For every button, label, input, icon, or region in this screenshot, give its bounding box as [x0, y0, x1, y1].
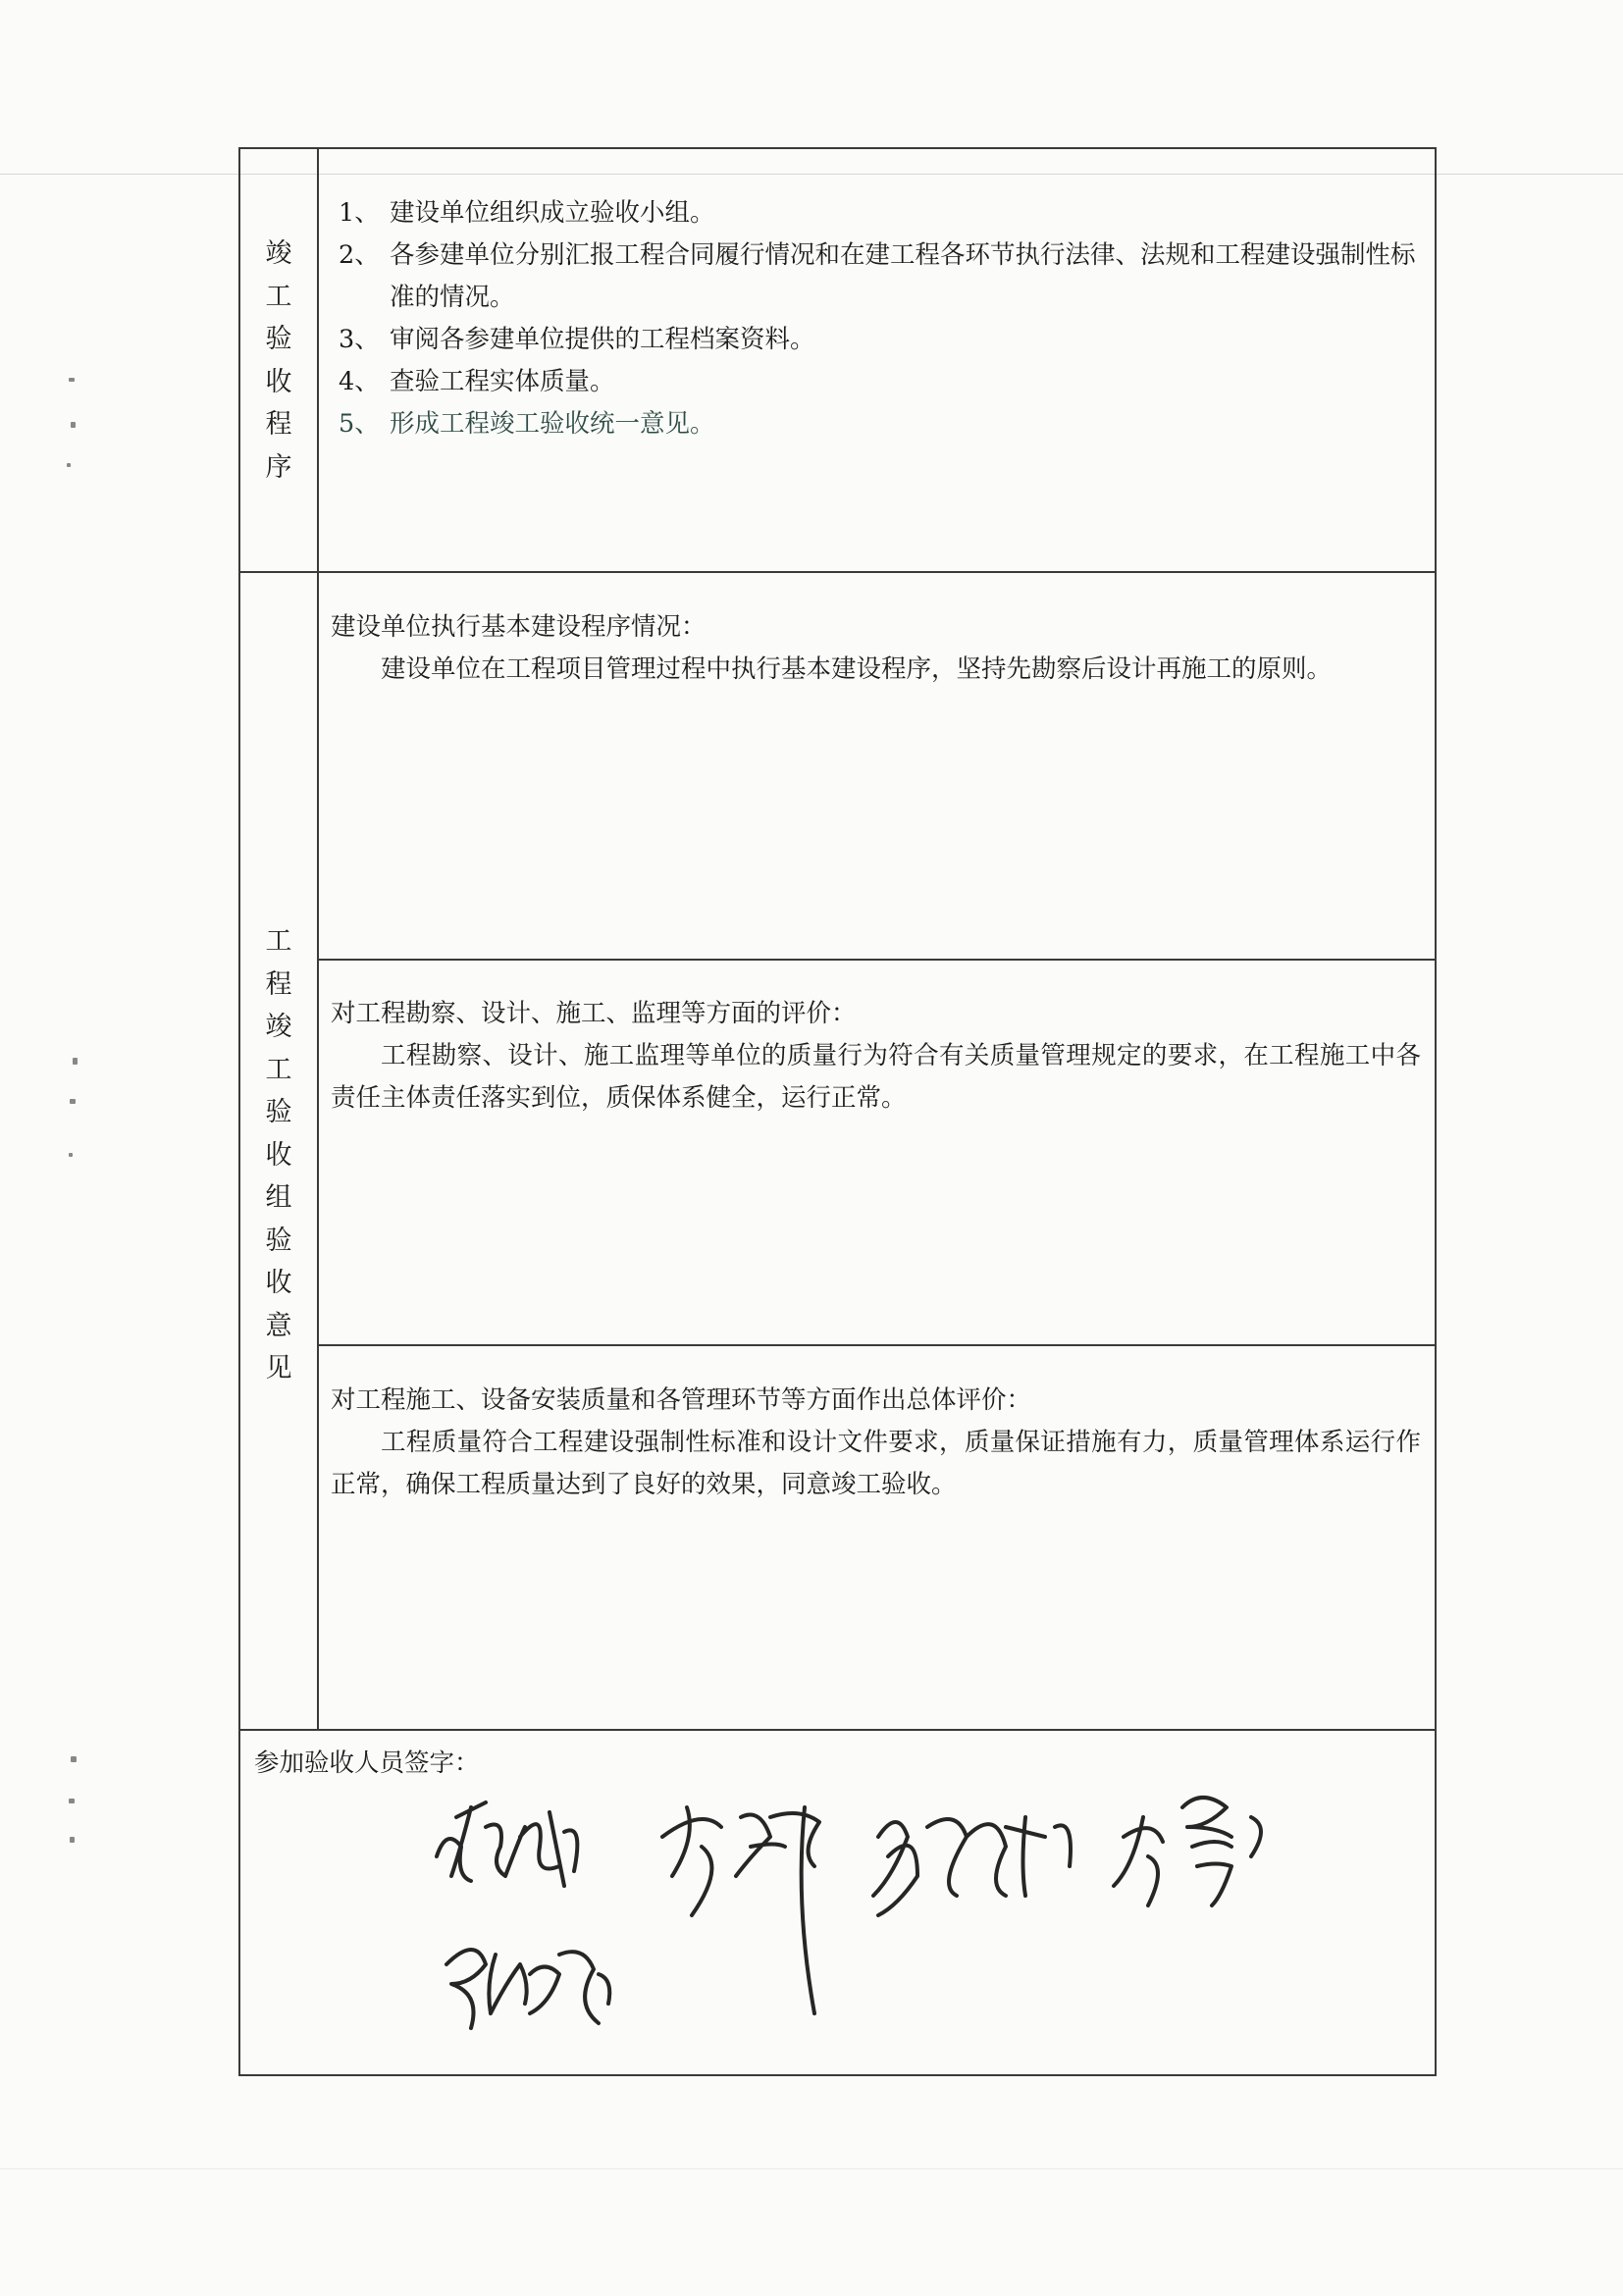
opinion-section-evaluation — [331, 993, 1421, 1120]
label-char: 收 — [265, 1268, 292, 1298]
row-divider — [317, 959, 1435, 961]
item-text: 审阅各参建单位提供的工程档案资料。 — [390, 325, 815, 354]
row-divider — [240, 571, 1435, 573]
label-char: 验 — [265, 1097, 292, 1127]
row-divider — [317, 1344, 1435, 1346]
label-char: 竣 — [265, 1012, 292, 1042]
procedure-label — [240, 233, 317, 489]
opinion-label — [240, 920, 317, 1390]
label-column-divider — [317, 149, 319, 1729]
list-item — [331, 192, 1421, 235]
list-item — [331, 403, 1421, 445]
scan-speck — [69, 1799, 75, 1803]
label-char: 序 — [265, 451, 292, 483]
opinion-section-overall — [331, 1380, 1421, 1506]
row-divider — [240, 1729, 1435, 1731]
signature-4 — [1114, 1798, 1261, 1905]
signature-1 — [437, 1802, 577, 1886]
label-char: 验 — [265, 324, 292, 354]
section-heading: 对工程施工、设备安装质量和各管理环节等方面作出总体评价： — [331, 1385, 1032, 1415]
label-char: 收 — [265, 1139, 292, 1171]
scan-speck — [69, 378, 75, 382]
item-number: 4、 — [339, 367, 380, 396]
label-char: 见 — [265, 1353, 292, 1383]
item-text: 建设单位组织成立验收小组。 — [390, 198, 715, 228]
scan-speck — [67, 463, 71, 467]
item-number: 5、 — [339, 409, 380, 439]
list-item — [331, 319, 1421, 361]
label-char: 收 — [265, 366, 292, 397]
list-item — [331, 361, 1421, 403]
label-char: 组 — [265, 1182, 292, 1213]
label-char: 工 — [265, 281, 292, 312]
label-char: 程 — [265, 409, 292, 440]
scan-speck — [71, 1756, 77, 1762]
item-number: 2、 — [339, 240, 380, 270]
scan-speck — [73, 1058, 78, 1065]
label-char: 程 — [265, 968, 292, 1000]
section-body: 工程勘察、设计、施工监理等单位的质量行为符合有关质量管理规定的要求，在工程施工中各责任主体责任落实到位，质保体系健全，运行正常。 — [331, 1041, 1421, 1113]
scan-speck — [70, 1837, 75, 1843]
item-text: 各参建单位分别汇报工程合同履行情况和在建工程各环节执行法律、法规和工程建设强制性标准的情况。 — [390, 240, 1416, 312]
scan-speck — [70, 1099, 76, 1104]
label-char: 工 — [265, 1054, 292, 1085]
section-heading: 对工程勘察、设计、施工、监理等方面的评价： — [331, 999, 857, 1028]
label-char: 工 — [265, 926, 292, 957]
label-char: 验 — [265, 1225, 292, 1256]
label-char: 竣 — [265, 238, 292, 269]
list-item — [331, 235, 1421, 319]
item-text: 形成工程竣工验收统一意见。 — [390, 409, 715, 439]
label-char: 意 — [265, 1310, 292, 1341]
item-number: 1、 — [339, 198, 380, 228]
section-body: 工程质量符合工程建设强制性标准和设计文件要求，质量保证措施有力，质量管理体系运行作正常，确保工程质量达到了良好的效果，同意竣工验收。 — [331, 1428, 1421, 1499]
opinion-section-procedure — [331, 606, 1421, 691]
signature-3 — [873, 1817, 1071, 1915]
signature-area — [417, 1778, 1379, 2072]
scan-artifact-line — [0, 2168, 1623, 2169]
scan-speck — [71, 422, 76, 428]
section-heading: 建设单位执行基本建设程序情况： — [331, 612, 707, 642]
procedure-list — [331, 192, 1421, 445]
item-number: 3、 — [339, 325, 380, 354]
signature-heading: 参加验收人员签字： — [254, 1748, 480, 1778]
signature-2 — [662, 1807, 819, 2013]
section-body: 建设单位在工程项目管理过程中执行基本建设程序，坚持先勘察后设计再施工的原则。 — [381, 654, 1333, 684]
acceptance-form-table — [238, 147, 1437, 2076]
handwritten-signatures — [417, 1778, 1379, 2072]
item-text: 查验工程实体质量。 — [390, 367, 615, 396]
scan-speck — [69, 1153, 73, 1157]
signature-5 — [446, 1950, 609, 2028]
